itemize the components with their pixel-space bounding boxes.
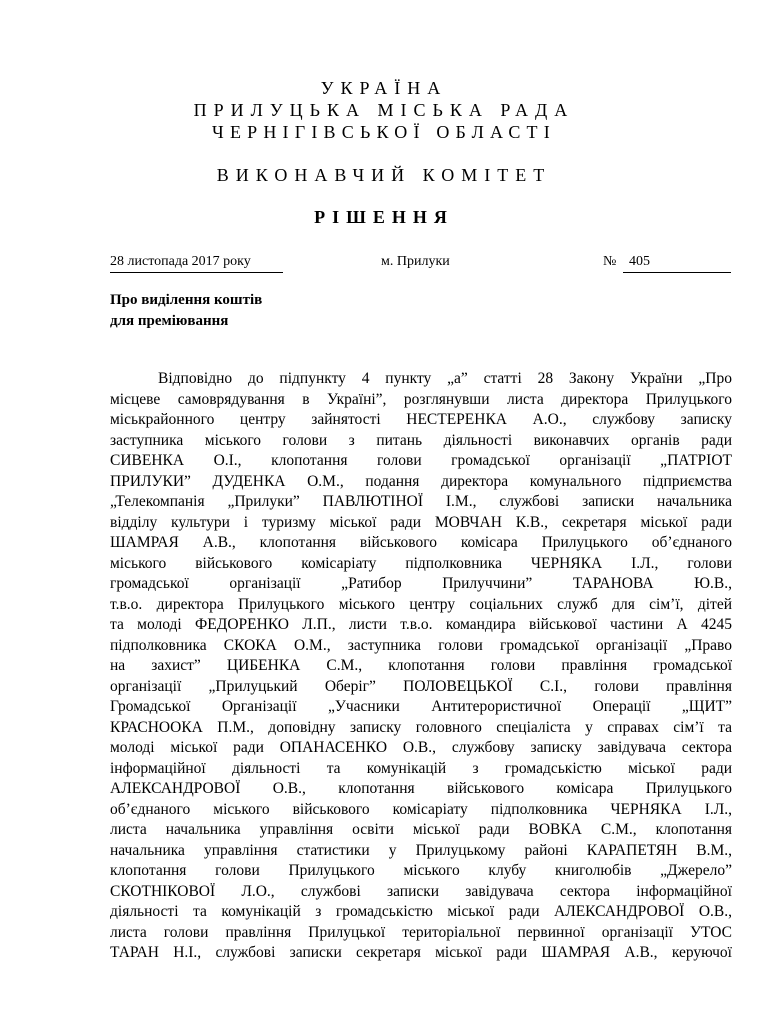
body-line: листа голови правління Прилуцької територіальної первинної організації УТОС <box>110 923 732 941</box>
body-line: місцеве самоврядування в Україні”, розглянувши листа директора Прилуцького <box>110 390 732 408</box>
header-committee: ВИКОНАВЧИЙ КОМІТЕТ <box>216 165 552 185</box>
document-subject <box>110 290 262 332</box>
body-line: міського військового комісаріату підполковника ЧЕРНЯКА І.Л., голови <box>110 554 732 572</box>
body-line: молоді міської ради ОПАНАСЕНКО О.В., службову записку завідувача сектора <box>110 739 732 756</box>
body-line: та молоді ФЕДОРЕНКО Л.П., листи т.в.о. командира військової частини А 4245 <box>110 616 732 633</box>
body-line: об’єднаного міського військового комісаріату підполковника ЧЕРНЯКА І.Л., <box>110 800 732 818</box>
body-line: на захист” ЦИБЕНКА С.М., клопотання голови правління громадської <box>110 657 732 674</box>
body-line: „Телекомпанія „Прилуки” ПАВЛЮТІНОЇ І.М., службові записки начальника <box>110 493 732 510</box>
header-council: ПРИЛУЦЬКА МІСЬКА РАДА <box>193 100 575 120</box>
body-line: СИВЕНКА О.І., клопотання голови громадської організації „ПАТРІОТ <box>110 452 732 469</box>
subject-line: для преміювання <box>110 313 229 329</box>
document-title: РІШЕННЯ <box>314 207 454 227</box>
document-date: 28 листопада 2017 року <box>110 252 283 273</box>
body-line: Громадської Організації „Учасники Антитерористичної Операції „ЩИТ” <box>110 698 732 715</box>
document-number: 405 <box>623 252 731 273</box>
body-line: відділу культури і туризму міської ради МОВЧАН К.В., секретаря міської ради <box>110 513 732 531</box>
document-body <box>110 369 732 964</box>
body-line: Відповідно до підпункту 4 пункту „а” статті 28 Закону України „Про <box>158 370 732 387</box>
body-line: організації „Прилуцький Оберіг” ПОЛОВЕЦЬКОЇ С.І., голови правління <box>110 677 732 695</box>
body-line: т.в.о. директора Прилуцького міського центру соціальних служб для сім’ї, дітей <box>110 595 732 613</box>
body-line: клопотання голови Прилуцького міського клубу книголюбів „Джерело” <box>110 862 732 879</box>
subject-line: Про виділення коштів <box>110 292 263 308</box>
body-line: інформаційної діяльності та комунікацій з громадськістю міської ради <box>110 759 732 777</box>
body-line: начальника управління статистики у Прилуцькому районі КАРАПЕТЯН В.М., <box>110 841 732 859</box>
document-city: м. Прилуки <box>381 254 450 269</box>
body-line: підполковника СКОКА О.М., заступника голови громадської організації „Право <box>110 636 732 654</box>
body-line: ПРИЛУКИ” ДУДЕНКА О.М., подання директора комунального підприємства <box>110 472 732 490</box>
document-number-label: № <box>603 254 617 269</box>
body-line: СКОТНІКОВОЇ Л.О., службові записки завідувача сектора інформаційної <box>110 882 732 900</box>
body-line: КРАСНООКА П.М., доповідну записку головного спеціаліста у справах сім’ї та <box>110 718 732 736</box>
body-line: листа начальника управління освіти міської ради ВОВКА С.М., клопотання <box>110 821 732 838</box>
body-line: заступника міського голови з питань діяльності виконавчих органів ради <box>110 431 732 449</box>
header-country: УКРАЇНА <box>320 78 448 98</box>
body-line: ШАМРАЯ А.В., клопотання військового комісара Прилуцького об’єднаного <box>110 534 732 551</box>
body-line: АЛЕКСАНДРОВОЇ О.В., клопотання військового комісара Прилуцького <box>110 780 732 797</box>
document-meta <box>0 252 768 276</box>
body-line: громадської організації „Ратибор Прилуччини” ТАРАНОВА Ю.В., <box>110 575 732 592</box>
body-line: міськрайонного центру зайнятості НЕСТЕРЕНКА А.О., службову записку <box>110 411 732 428</box>
body-line: ТАРАН Н.І., службові записки секретаря міської ради ШАМРАЯ А.В., керуючої <box>110 944 732 961</box>
body-line: діяльності та комунікацій з громадськістю міської ради АЛЕКСАНДРОВОЇ О.В., <box>110 903 732 920</box>
header-region: ЧЕРНІГІВСЬКОЇ ОБЛАСТІ <box>212 122 556 142</box>
